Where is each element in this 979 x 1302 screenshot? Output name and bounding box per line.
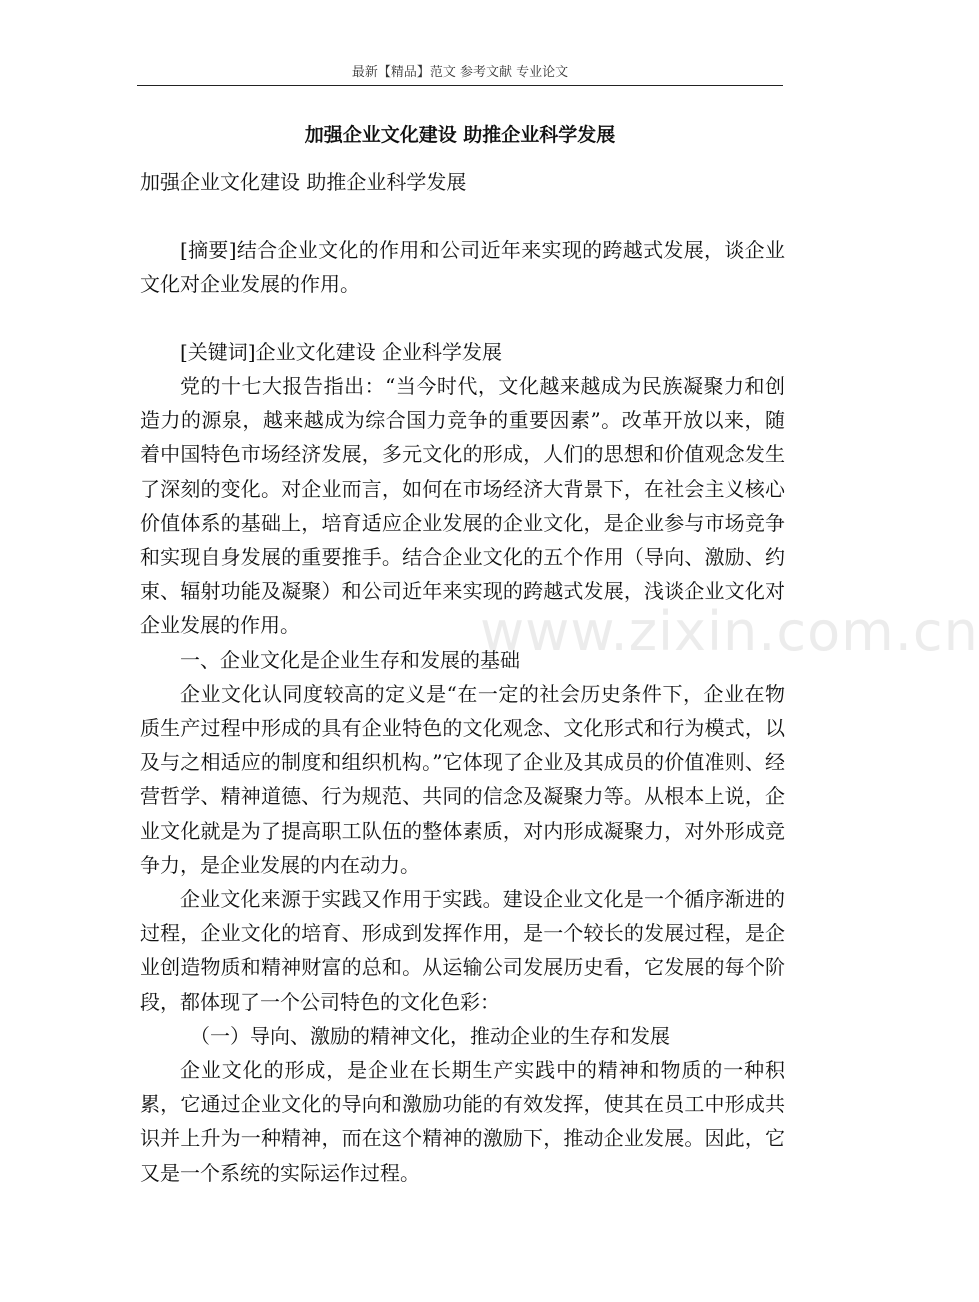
body-paragraph: 企业文化认同度较高的定义是“在一定的社会历史条件下，企业在物质生产过程中形成的具有企业特色的文化观念、文化形式和行为模式，以及与之相适应的制度和组织机构。”它体现了企业及其成员的价值准则、经营哲学、精神道德、行为规范、共同的信念及凝聚力等。从根本上说，企业文化就是为了提高职工队伍的整体素质，对内形成凝聚力，对外形成竞争力，是企业发展的内在动力。 — [140, 681, 785, 877]
body-paragraph: 企业文化的形成，是企业在长期生产实践中的精神和物质的一种积累，它通过企业文化的导向和激励功能的有效发挥，使其在员工中形成共识并上升为一种精神，而在这个精神的激励下，推动企业发展。因此，它又是一个系统的实际运作过程。 — [140, 1058, 785, 1185]
page-header: 最新【精品】范文 参考文献 专业论文 — [351, 65, 569, 80]
subsection-heading: （一）导向、激励的精神文化，推动企业的生存和发展 — [190, 1023, 670, 1048]
abstract-paragraph: [摘要]结合企业文化的作用和公司近年来实现的跨越式发展，谈企业文化对企业发展的作用。 — [140, 238, 785, 297]
watermark: www.zixin.com.cn — [480, 600, 979, 663]
section-heading: 一、企业文化是企业生存和发展的基础 — [180, 647, 520, 672]
keywords-paragraph: [关键词]企业文化建设 企业科学发展 — [180, 340, 502, 364]
body-paragraph: 党的十七大报告指出：“当今时代，文化越来越成为民族凝聚力和创造力的源泉，越来越成为综合国力竞争的重要因素”。改革开放以来，随着中国特色市场经济发展，多元文化的形成，人们的思想和价值观念发生了深刻的变化。对企业而言，如何在市场经济大背景下，在社会主义核心价值体系的基础上，培育适应企业发展的企业文化，是企业参与市场竞争和实现自身发展的重要推手。结合企业文化的五个作用（导向、激励、约束、辐射功能及凝聚）和公司近年来实现的跨越式发展，浅谈企业文化对企业发展的作用。 — [140, 374, 785, 638]
header-divider — [137, 85, 783, 86]
body-paragraph: 企业文化来源于实践又作用于实践。建设企业文化是一个循序渐进的过程，企业文化的培育、形成到发挥作用，是一个较长的发展过程，是企业创造物质和精神财富的总和。从运输公司发展历史看，它发展的每个阶段，都体现了一个公司特色的文化色彩： — [140, 887, 785, 1014]
document-subtitle: 加强企业文化建设 助推企业科学发展 — [140, 170, 467, 194]
document-title: 加强企业文化建设 助推企业科学发展 — [304, 124, 616, 146]
document-body — [140, 369, 785, 1190]
